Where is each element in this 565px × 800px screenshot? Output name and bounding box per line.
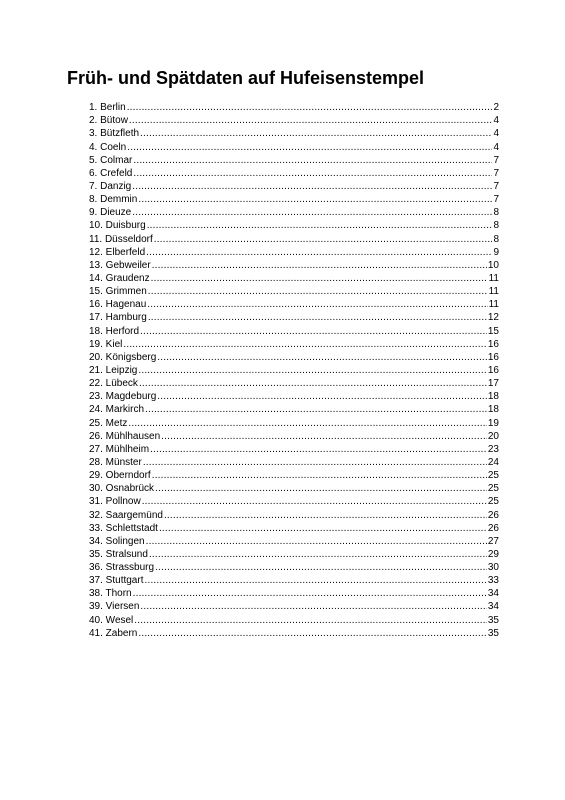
toc-entry[interactable] bbox=[89, 456, 499, 469]
toc-entry[interactable] bbox=[89, 587, 499, 600]
toc-entry[interactable] bbox=[89, 390, 499, 403]
toc-dot-leader bbox=[142, 495, 487, 508]
toc-page-number: 19 bbox=[487, 417, 499, 429]
toc-dot-leader bbox=[159, 522, 487, 535]
toc-entry-label: 18. Herford bbox=[89, 325, 140, 337]
toc-entry-label: 30. Osnabrück bbox=[89, 483, 155, 495]
toc-page-number: 24 bbox=[487, 456, 499, 468]
toc-dot-leader bbox=[154, 233, 492, 246]
toc-entry[interactable] bbox=[89, 272, 499, 285]
toc-page-number: 25 bbox=[487, 496, 499, 508]
toc-entry[interactable] bbox=[89, 535, 499, 548]
toc-entry-label: 19. Kiel bbox=[89, 338, 123, 350]
toc-entry[interactable] bbox=[89, 548, 499, 561]
toc-dot-leader bbox=[138, 193, 492, 206]
toc-entry[interactable] bbox=[89, 259, 499, 272]
toc-page-number: 35 bbox=[487, 614, 499, 626]
toc-entry[interactable] bbox=[89, 403, 499, 416]
toc-page-number: 8 bbox=[493, 233, 499, 245]
toc-dot-leader bbox=[148, 285, 488, 298]
toc-entry-label: 6. Crefeld bbox=[89, 167, 133, 179]
toc-dot-leader bbox=[140, 325, 487, 338]
toc-dot-leader bbox=[133, 167, 492, 180]
toc-dot-leader bbox=[157, 351, 487, 364]
toc-page-number: 12 bbox=[487, 312, 499, 324]
toc-dot-leader bbox=[151, 272, 488, 285]
toc-entry[interactable] bbox=[89, 180, 499, 193]
toc-dot-leader bbox=[148, 311, 487, 324]
toc-entry[interactable] bbox=[89, 193, 499, 206]
toc-entry[interactable] bbox=[89, 127, 499, 140]
toc-entry-label: 13. Gebweiler bbox=[89, 259, 151, 271]
toc-page-number: 16 bbox=[487, 338, 499, 350]
toc-page-number: 9 bbox=[493, 246, 499, 258]
toc-entry[interactable] bbox=[89, 627, 499, 640]
toc-entry-label: 25. Metz bbox=[89, 417, 128, 429]
toc-dot-leader bbox=[129, 114, 492, 127]
toc-page-number: 7 bbox=[493, 194, 499, 206]
toc-dot-leader bbox=[140, 600, 486, 613]
toc-entry-label: 41. Zabern bbox=[89, 627, 138, 639]
toc-entry[interactable] bbox=[89, 377, 499, 390]
toc-page-number: 8 bbox=[493, 207, 499, 219]
toc-page-number: 4 bbox=[493, 141, 499, 153]
toc-dot-leader bbox=[150, 443, 487, 456]
toc-entry[interactable] bbox=[89, 364, 499, 377]
toc-page-number: 26 bbox=[487, 522, 499, 534]
toc-entry[interactable] bbox=[89, 219, 499, 232]
toc-entry[interactable] bbox=[89, 561, 499, 574]
toc-page-number: 10 bbox=[487, 259, 499, 271]
toc-entry-label: 28. Münster bbox=[89, 456, 142, 468]
toc-entry-label: 40. Wesel bbox=[89, 614, 134, 626]
toc-dot-leader bbox=[152, 469, 487, 482]
toc-entry-label: 21. Leipzig bbox=[89, 364, 138, 376]
toc-entry[interactable] bbox=[89, 495, 499, 508]
toc-entry-label: 27. Mühlheim bbox=[89, 443, 150, 455]
toc-dot-leader bbox=[146, 246, 492, 259]
toc-entry-label: 16. Hagenau bbox=[89, 299, 147, 311]
toc-page-number: 18 bbox=[487, 404, 499, 416]
toc-page-number: 8 bbox=[493, 220, 499, 232]
toc-entry[interactable] bbox=[89, 140, 499, 153]
toc-entry[interactable] bbox=[89, 443, 499, 456]
toc-page-number: 34 bbox=[487, 588, 499, 600]
toc-entry-label: 14. Graudenz bbox=[89, 272, 150, 284]
toc-entry[interactable] bbox=[89, 574, 499, 587]
toc-page-number: 33 bbox=[487, 575, 499, 587]
toc-entry[interactable] bbox=[89, 154, 499, 167]
toc-dot-leader bbox=[128, 417, 487, 430]
toc-entry-label: 29. Oberndorf bbox=[89, 470, 151, 482]
toc-dot-leader bbox=[127, 141, 492, 154]
toc-entry-label: 22. Lübeck bbox=[89, 378, 138, 390]
toc-dot-leader bbox=[143, 456, 487, 469]
toc-dot-leader bbox=[157, 390, 487, 403]
toc-dot-leader bbox=[145, 403, 487, 416]
toc-page-number: 27 bbox=[487, 535, 499, 547]
toc-entry-label: 17. Hamburg bbox=[89, 312, 147, 324]
toc-dot-leader bbox=[138, 364, 487, 377]
toc-page-number: 11 bbox=[488, 272, 499, 284]
toc-page-number: 4 bbox=[493, 128, 499, 140]
toc-dot-leader bbox=[155, 561, 487, 574]
toc-entry[interactable] bbox=[89, 430, 499, 443]
toc-dot-leader bbox=[132, 206, 492, 219]
document-title: Früh- und Spätdaten auf Hufeisenstempel bbox=[67, 68, 425, 88]
toc-page-number: 26 bbox=[487, 509, 499, 521]
table-of-contents bbox=[89, 101, 499, 640]
toc-page-number: 25 bbox=[487, 483, 499, 495]
toc-dot-leader bbox=[138, 627, 487, 640]
toc-entry[interactable] bbox=[89, 338, 499, 351]
toc-dot-leader bbox=[147, 219, 492, 232]
toc-dot-leader bbox=[127, 101, 492, 114]
toc-entry-label: 24. Markirch bbox=[89, 404, 145, 416]
toc-dot-leader bbox=[133, 587, 487, 600]
toc-dot-leader bbox=[164, 509, 487, 522]
toc-page-number: 17 bbox=[487, 378, 499, 390]
toc-entry[interactable] bbox=[89, 311, 499, 324]
toc-page-number: 16 bbox=[487, 351, 499, 363]
toc-entry-label: 3. Bützfleth bbox=[89, 128, 140, 140]
toc-entry[interactable] bbox=[89, 285, 499, 298]
toc-entry-label: 20. Königsberg bbox=[89, 351, 157, 363]
toc-entry[interactable] bbox=[89, 508, 499, 521]
toc-dot-leader bbox=[139, 377, 487, 390]
toc-dot-leader bbox=[147, 298, 487, 311]
toc-entry[interactable] bbox=[89, 351, 499, 364]
toc-page-number: 35 bbox=[487, 627, 499, 639]
toc-entry[interactable] bbox=[89, 101, 499, 114]
toc-dot-leader bbox=[132, 180, 492, 193]
toc-entry-label: 15. Grimmen bbox=[89, 286, 147, 298]
toc-entry[interactable] bbox=[89, 167, 499, 180]
toc-entry-label: 35. Stralsund bbox=[89, 548, 148, 560]
toc-dot-leader bbox=[123, 338, 487, 351]
toc-page-number: 2 bbox=[493, 102, 499, 114]
toc-page-number: 20 bbox=[487, 430, 499, 442]
toc-page-number: 7 bbox=[493, 180, 499, 192]
toc-page-number: 11 bbox=[488, 286, 499, 298]
toc-entry-label: 32. Saargemünd bbox=[89, 509, 163, 521]
toc-entry[interactable] bbox=[89, 324, 499, 337]
toc-entry-label: 7. Danzig bbox=[89, 180, 132, 192]
toc-entry-label: 1. Berlin bbox=[89, 102, 126, 114]
toc-entry-label: 2. Bütow bbox=[89, 115, 128, 127]
toc-entry-label: 8. Demmin bbox=[89, 194, 138, 206]
toc-dot-leader bbox=[140, 127, 492, 140]
toc-page-number: 23 bbox=[487, 443, 499, 455]
toc-entry-label: 12. Elberfeld bbox=[89, 246, 146, 258]
toc-entry-label: 39. Viersen bbox=[89, 601, 140, 613]
toc-page-number: 18 bbox=[487, 391, 499, 403]
toc-entry[interactable] bbox=[89, 246, 499, 259]
toc-entry-label: 10. Duisburg bbox=[89, 220, 146, 232]
toc-page-number: 7 bbox=[493, 167, 499, 179]
toc-page-number: 15 bbox=[487, 325, 499, 337]
toc-entry[interactable] bbox=[89, 232, 499, 245]
toc-dot-leader bbox=[144, 574, 486, 587]
toc-entry[interactable] bbox=[89, 206, 499, 219]
toc-entry[interactable] bbox=[89, 416, 499, 429]
toc-dot-leader bbox=[133, 154, 492, 167]
toc-entry-label: 9. Dieuze bbox=[89, 207, 132, 219]
toc-dot-leader bbox=[149, 548, 487, 561]
toc-entry-label: 5. Colmar bbox=[89, 154, 133, 166]
toc-page-number: 11 bbox=[488, 299, 499, 311]
toc-entry-label: 4. Coeln bbox=[89, 141, 127, 153]
toc-entry-label: 38. Thorn bbox=[89, 588, 132, 600]
toc-entry-label: 31. Pollnow bbox=[89, 496, 141, 508]
toc-page-number: 29 bbox=[487, 548, 499, 560]
toc-entry[interactable] bbox=[89, 298, 499, 311]
toc-page-number: 4 bbox=[493, 115, 499, 127]
toc-dot-leader bbox=[152, 259, 487, 272]
toc-page-number: 34 bbox=[487, 601, 499, 613]
toc-page-number: 16 bbox=[487, 364, 499, 376]
toc-entry[interactable] bbox=[89, 469, 499, 482]
toc-dot-leader bbox=[161, 430, 487, 443]
toc-entry[interactable] bbox=[89, 522, 499, 535]
toc-entry[interactable] bbox=[89, 600, 499, 613]
toc-page-number: 30 bbox=[487, 562, 499, 574]
toc-entry-label: 36. Strassburg bbox=[89, 562, 155, 574]
toc-entry[interactable] bbox=[89, 482, 499, 495]
toc-entry-label: 11. Düsseldorf bbox=[89, 233, 153, 245]
toc-entry[interactable] bbox=[89, 613, 499, 626]
toc-dot-leader bbox=[146, 535, 487, 548]
toc-entry-label: 34. Solingen bbox=[89, 535, 145, 547]
toc-entry-label: 33. Schlettstadt bbox=[89, 522, 158, 534]
toc-entry-label: 26. Mühlhausen bbox=[89, 430, 161, 442]
toc-dot-leader bbox=[134, 614, 487, 627]
toc-entry[interactable] bbox=[89, 114, 499, 127]
toc-entry-label: 23. Magdeburg bbox=[89, 391, 157, 403]
toc-page-number: 7 bbox=[493, 154, 499, 166]
toc-dot-leader bbox=[155, 482, 487, 495]
toc-page-number: 25 bbox=[487, 470, 499, 482]
toc-entry-label: 37. Stuttgart bbox=[89, 575, 144, 587]
